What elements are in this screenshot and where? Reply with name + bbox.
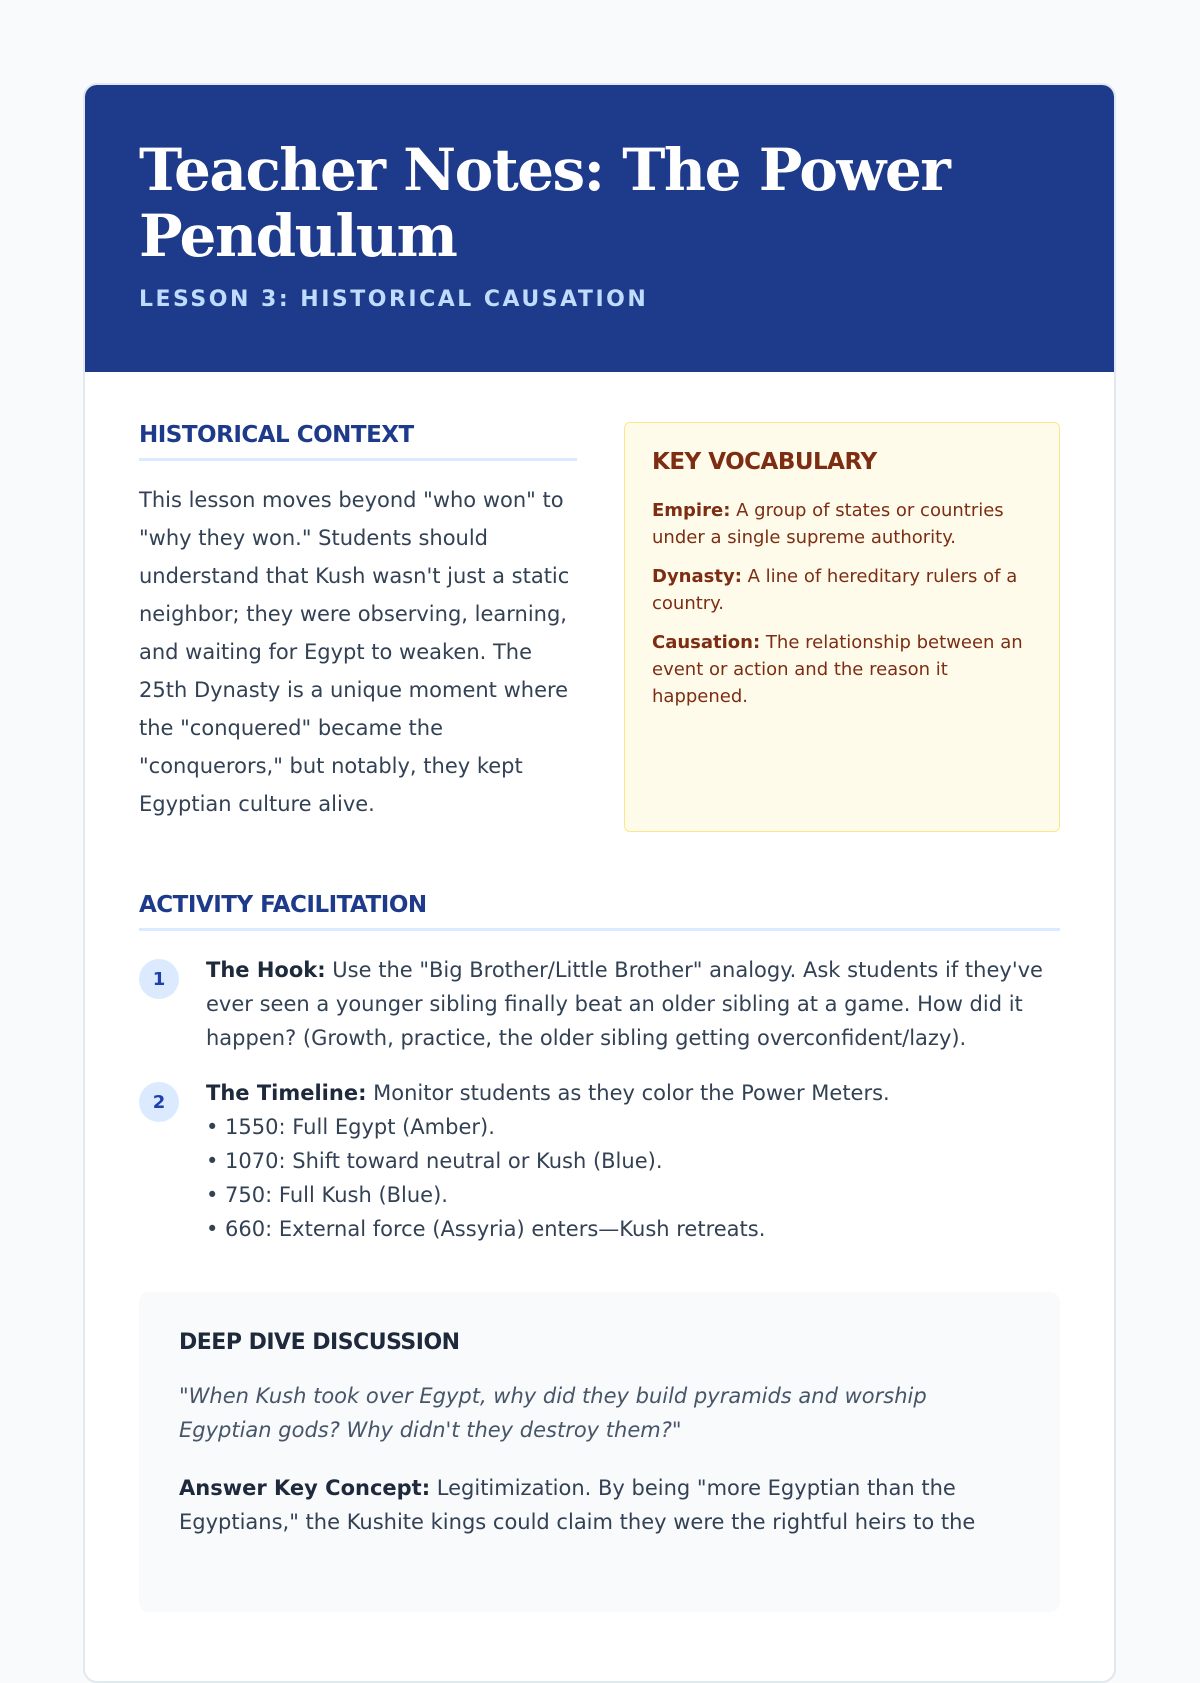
timeline-bullet: • 1070: Shift toward neutral or Kush (Blue). <box>206 1149 663 1173</box>
vocab-term: Empire: <box>652 500 731 521</box>
step-label: The Hook: <box>206 958 326 982</box>
timeline-bullet: • 750: Full Kush (Blue). <box>206 1183 448 1207</box>
activity-facilitation-section <box>139 892 1060 1246</box>
vocab-definition: A line of hereditary rulers of a country. <box>652 566 1018 614</box>
historical-context-heading: HISTORICAL CONTEXT <box>139 422 577 461</box>
step-description: Use the "Big Brother/Little Brother" analogy. Ask students if they've ever seen a younger sibling finally beat an older sibling at a game. How did it happen? (Growth, practice, the older sibling getting overconfident/lazy). <box>206 958 1043 1050</box>
historical-context-section <box>139 422 577 832</box>
vocab-item-dynasty <box>652 563 1035 617</box>
notes-body <box>85 372 1114 1612</box>
vocab-term: Causation: <box>652 632 761 653</box>
header-banner <box>85 85 1114 372</box>
answer-key-label: Answer Key Concept: <box>179 1476 431 1500</box>
vocab-item-empire <box>652 497 1035 551</box>
lesson-subtitle: LESSON 3: HISTORICAL CAUSATION <box>139 287 649 312</box>
step-text <box>206 953 1046 1055</box>
page-title: Teacher Notes: The Power Pendulum <box>139 136 950 270</box>
step-number-badge: 2 <box>139 1082 179 1122</box>
key-vocabulary-heading: KEY VOCABULARY <box>652 449 877 475</box>
vocab-definition: A group of states or countries under a single supreme authority. <box>652 500 1004 548</box>
answer-key <box>179 1471 1020 1539</box>
timeline-bullet: • 1550: Full Egypt (Amber). <box>206 1115 495 1139</box>
activity-facilitation-heading: ACTIVITY FACILITATION <box>139 892 1060 931</box>
step-description: Monitor students as they color the Power Meters. <box>366 1081 890 1105</box>
vocab-term: Dynasty: <box>652 566 742 587</box>
activity-step-2 <box>139 1082 1060 1246</box>
step-text <box>206 1076 1046 1246</box>
top-row <box>139 422 1060 832</box>
teacher-notes-card <box>83 83 1116 1683</box>
deep-dive-discussion-box <box>139 1292 1060 1612</box>
vocab-item-causation <box>652 629 1035 710</box>
answer-key-text: Legitimization. By being "more Egyptian than the Egyptians," the Kushite kings could claim they were the rightful heirs to the <box>179 1476 976 1534</box>
activity-step-1 <box>139 959 1060 1055</box>
discussion-question: "When Kush took over Egypt, why did they build pyramids and worship Egyptian gods? Why didn't they destroy them?" <box>179 1384 927 1442</box>
step-label: The Timeline: <box>206 1081 367 1105</box>
key-vocabulary-box <box>624 422 1060 832</box>
deep-dive-heading: DEEP DIVE DISCUSSION <box>179 1330 460 1355</box>
vocab-definition: The relationship between an event or action and the reason it happened. <box>652 632 1023 707</box>
activity-steps <box>139 959 1060 1246</box>
timeline-bullet: • 660: External force (Assyria) enters—Kush retreats. <box>206 1217 766 1241</box>
step-number-badge: 1 <box>139 959 179 999</box>
historical-context-text: This lesson moves beyond "who won" to "why they won." Students should understand that Kush wasn't just a static neighbor; they were observing, learning, and waiting for Egypt to weaken. The 25th Dynasty is a unique moment where the "conquered" became the "conquerors," but notably, they kept Egyptian culture alive. <box>139 488 570 816</box>
